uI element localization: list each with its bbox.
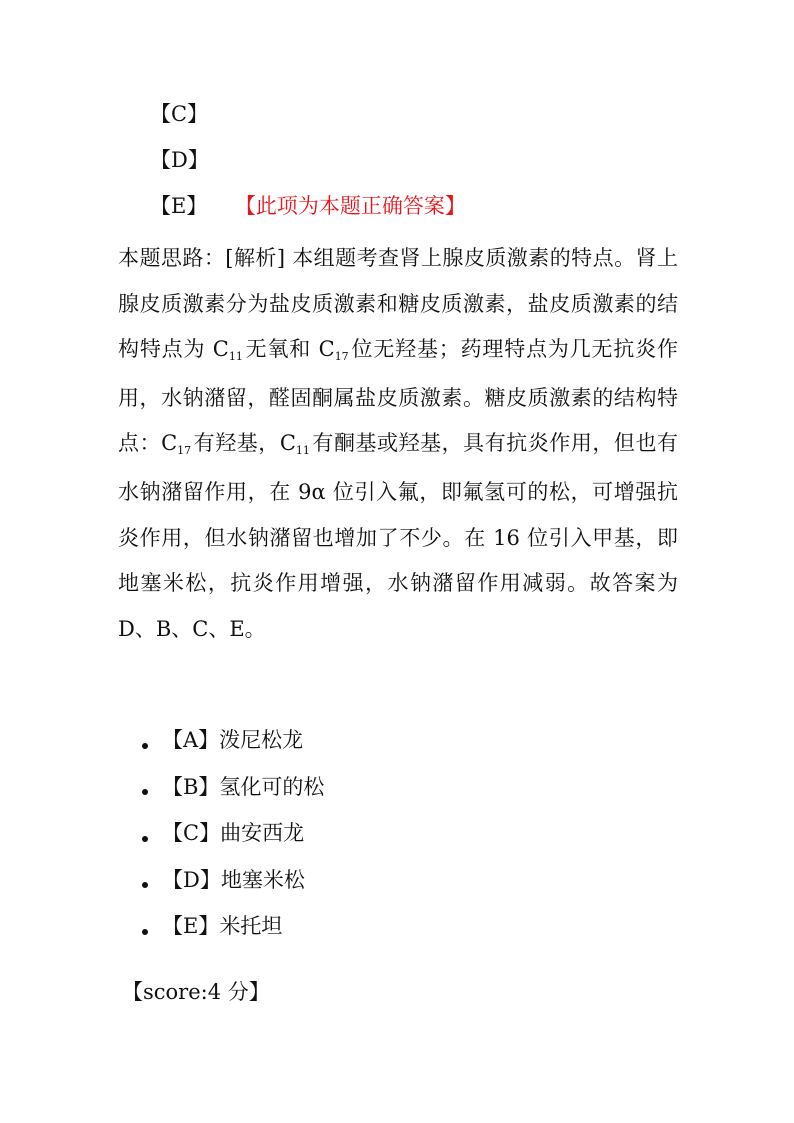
option-e-label: 【E】: [150, 194, 208, 218]
explanation-text-5: 有酮基或羟基，具有抗炎作用，但也有水钠潴留作用，在 9α 位引入氟，即氟氢可的松，可增强抗炎作用，但水钠潴留也增加了不少。在 16 位引入甲基，即地塞米松，抗炎作用增强，水钠潴留作用减弱。故答案为 D、B、C、E。: [118, 431, 678, 641]
option-d-label: 【D】: [150, 148, 209, 172]
subscript-c11-a: 11: [228, 350, 243, 364]
explanation-text-3: 位无羟基；药理特点为几无抗炎作用，水钠潴留，醛固酮属盐皮质激素。糖皮质激素的结构特点：C: [118, 337, 678, 456]
score-label: 【score:4 分】: [122, 980, 270, 1004]
explanation-text-2: 无氧和 C: [244, 337, 335, 362]
option-d: [150, 146, 209, 174]
subscript-c17-a: 17: [334, 350, 349, 364]
option-c: [150, 100, 208, 128]
bullet-icon: [142, 882, 148, 888]
explanation-text-4: 有羟基，C: [193, 431, 296, 456]
choice-label: 【E】米托坦: [162, 914, 283, 938]
option-c-label: 【C】: [150, 102, 209, 126]
choice-label: 【C】曲安西龙: [162, 821, 305, 845]
explanation-text-1: 本题思路：[解析] 本组题考查肾上腺皮质激素的特点。肾上腺皮质激素分为盐皮质激素和糖皮质激素，盐皮质激素的结构特点为 C: [118, 246, 678, 362]
correct-answer-note: 【此项为本题正确答案】: [245, 194, 466, 218]
bullet-icon: [142, 743, 148, 749]
choice-item-d: [142, 862, 324, 909]
subscript-c17-b: 17: [177, 444, 192, 458]
bullet-icon: [142, 836, 148, 842]
bullet-icon: [142, 789, 148, 795]
option-e: [150, 192, 466, 220]
bullet-icon: [142, 929, 148, 935]
choice-item-c: [142, 815, 324, 862]
subscript-c11-b: 11: [295, 444, 310, 458]
choice-label: 【A】泼尼松龙: [162, 728, 304, 752]
choice-label: 【B】氢化可的松: [162, 774, 325, 799]
explanation-paragraph: [118, 236, 678, 652]
choice-item-e: [142, 908, 324, 955]
choice-label: 【D】地塞米松: [162, 867, 305, 892]
choice-list: [142, 722, 324, 955]
choice-item-a: [142, 722, 324, 769]
choice-item-b: [142, 769, 324, 816]
